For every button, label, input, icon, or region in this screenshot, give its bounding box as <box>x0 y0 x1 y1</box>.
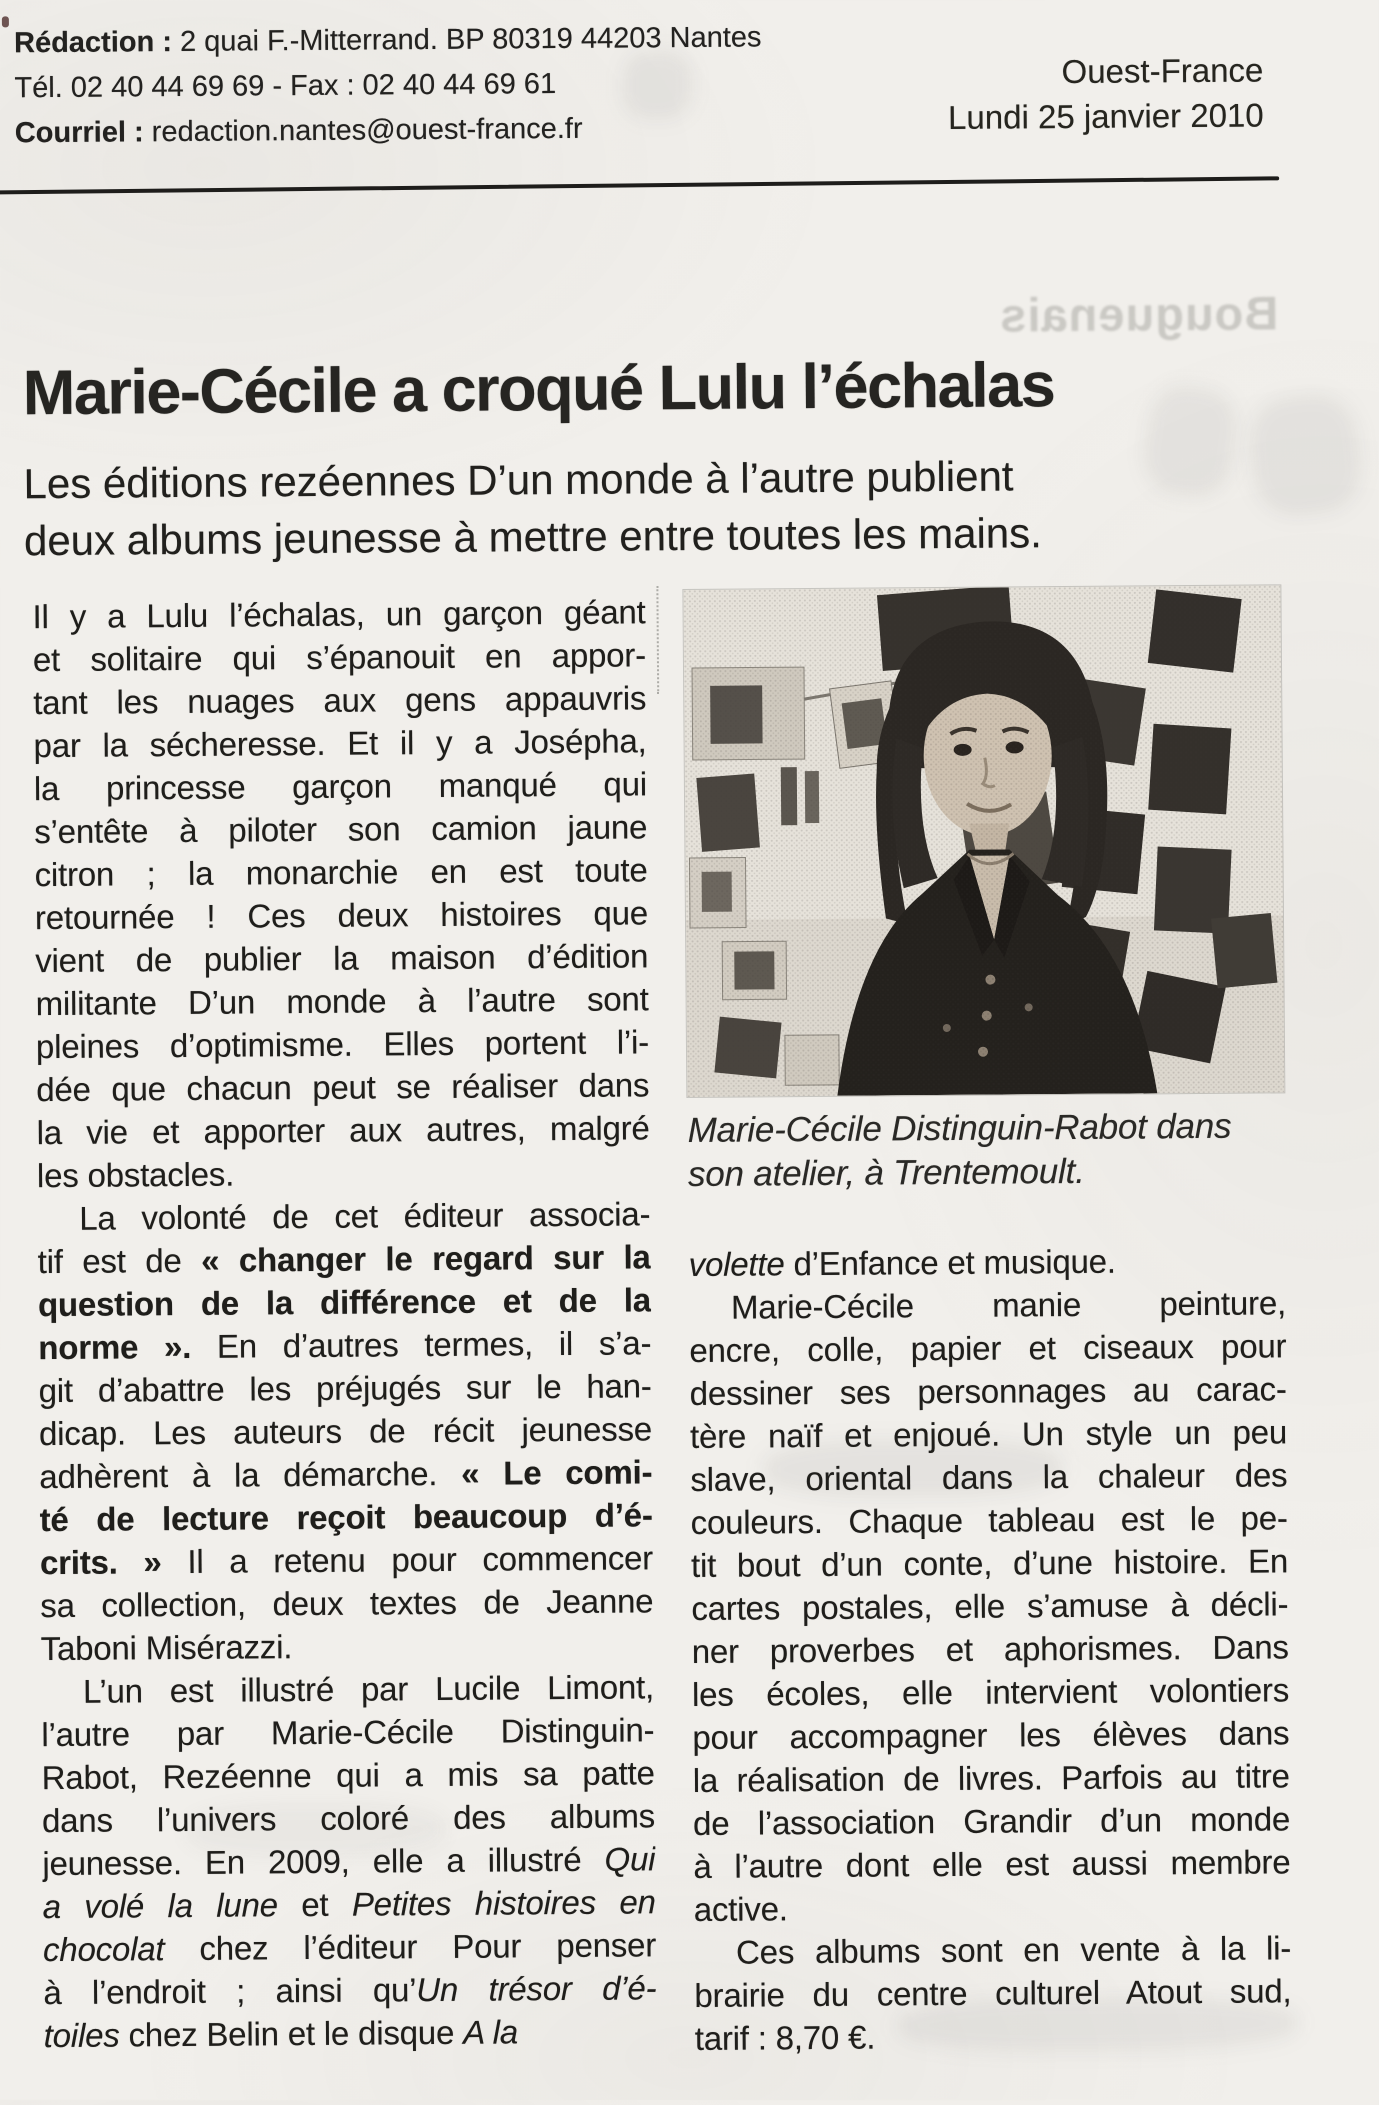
text-line <box>42 1794 655 1842</box>
text-segment: active. <box>693 1890 788 1928</box>
newspaper-name: Ouest-France <box>1061 51 1264 91</box>
text-segment: cartes postales, elle s’amuse à décli- <box>691 1585 1289 1628</box>
text-segment: Ces albums sont en vente à la li- <box>735 1929 1292 1971</box>
text-line <box>34 848 647 896</box>
text-segment: à l’autre dont elle est aussi membre <box>693 1843 1291 1885</box>
text-segment: dessiner ses personnages au carac- <box>689 1370 1287 1413</box>
text-line <box>691 1496 1288 1544</box>
text-line <box>37 1149 650 1197</box>
text-line <box>692 1668 1289 1716</box>
text-line <box>37 1235 650 1283</box>
text-segment: slave, oriental dans la chaleur des <box>690 1456 1288 1499</box>
article-column-right <box>683 585 1292 2060</box>
text-line <box>690 1410 1287 1458</box>
text-segment: toiles <box>43 2016 120 2055</box>
text-segment: té de lecture reçoit beaucoup d’é- <box>39 1496 653 1539</box>
text-segment: Rabot, Rezéenne qui a mis sa patte <box>41 1754 655 1797</box>
text-segment: norme ». <box>38 1327 192 1367</box>
artist-photo <box>683 585 1284 1097</box>
text-segment: couleurs. Chaque tableau est le pe- <box>690 1499 1288 1542</box>
photo-caption <box>687 1104 1285 1197</box>
article-column-right-text <box>689 1238 1292 2060</box>
photo-credit-marks <box>656 586 659 694</box>
text-line <box>42 1837 655 1885</box>
edition-date: Lundi 25 janvier 2010 <box>947 96 1264 136</box>
edition-block <box>948 47 1264 139</box>
standfirst-line1: Les éditions rezéennes D’un monde à l’autre publient <box>23 452 1014 508</box>
text-line <box>43 1923 656 1971</box>
text-segment: militante D’un monde à l’autre sont <box>35 980 649 1023</box>
text-line <box>694 1926 1291 1974</box>
text-segment: ner proverbes et aphorismes. Dans <box>691 1628 1289 1671</box>
text-segment: chocolat <box>42 1930 165 1969</box>
text-line <box>43 1966 656 2014</box>
text-segment: Il y a Lulu l’échalas, un garçon géant <box>32 593 646 636</box>
email-line <box>15 105 763 156</box>
text-line <box>43 1880 656 1928</box>
text-segment: jeunesse. En 2009, elle a illustré <box>42 1840 605 1883</box>
text-line <box>690 1453 1287 1501</box>
text-line <box>692 1625 1289 1673</box>
text-line <box>39 1450 652 1498</box>
text-line <box>33 633 646 681</box>
article-column-left <box>32 590 656 2057</box>
text-segment: sa collection, deux textes de Jeanne <box>40 1582 654 1625</box>
text-segment: Petites histoires en <box>351 1883 656 1923</box>
text-segment: a volé la lune <box>42 1886 279 1926</box>
text-line <box>694 1969 1291 2017</box>
text-segment: A la <box>462 2013 519 2051</box>
bleed-through-section-word: Bouguenais <box>999 286 1279 342</box>
text-segment: tant les nuages aux gens appauvris <box>33 679 647 722</box>
text-segment: « Le comi- <box>461 1453 653 1492</box>
courriel-label: Courriel : <box>14 116 144 150</box>
text-segment: vient de publier la maison d’édition <box>35 937 649 980</box>
text-segment: crits. » <box>39 1543 162 1582</box>
text-line <box>693 1840 1290 1888</box>
text-line <box>41 1622 654 1670</box>
text-line <box>37 1192 650 1240</box>
text-line <box>39 1407 652 1455</box>
text-line <box>695 2012 1292 2060</box>
text-line <box>39 1493 652 1541</box>
text-segment: encre, colle, papier et ciseaux pour <box>689 1327 1287 1370</box>
redaction-label: Rédaction : <box>13 26 173 60</box>
text-segment: Marie-Cécile manie peinture, <box>730 1284 1287 1326</box>
text-segment: la réalisation de livres. Parfois au titre <box>692 1757 1290 1799</box>
text-segment: la princesse garçon manqué qui <box>33 765 648 808</box>
text-segment: les obstacles. <box>36 1155 235 1195</box>
text-segment: Il a retenu pour commencer <box>161 1539 654 1581</box>
text-segment: pour accompagner les élèves dans <box>692 1714 1290 1756</box>
photo-caption-line1: Marie-Cécile Distinguin-Rabot dans <box>687 1106 1232 1151</box>
scan-ink-fleck <box>2 16 9 27</box>
text-segment: question de la différence et de la <box>37 1281 652 1324</box>
text-line <box>689 1281 1286 1329</box>
header-rule <box>0 176 1279 194</box>
text-line <box>36 1020 649 1068</box>
text-segment: dicap. Les auteurs de récit jeunesse <box>38 1410 653 1453</box>
article-headline: Marie-Cécile a croqué Lulu l’échalas <box>22 350 1055 429</box>
text-segment: Qui <box>604 1840 656 1878</box>
text-segment: dans l’univers coloré des albums <box>41 1797 656 1840</box>
text-line <box>691 1539 1288 1587</box>
column-spacer <box>688 1192 1285 1243</box>
text-segment: et solitaire qui s’épanouit en appor- <box>32 636 647 679</box>
text-segment: les écoles, elle intervient volontiers <box>691 1671 1290 1713</box>
text-segment: et <box>277 1885 353 1924</box>
text-segment: chez Belin et le disque <box>119 2013 464 2054</box>
text-segment: d’Enfance et musique. <box>784 1242 1116 1283</box>
redaction-line <box>14 15 762 66</box>
text-line <box>38 1364 651 1412</box>
text-segment: citron ; la monarchie en est toute <box>34 851 648 894</box>
text-line <box>40 1579 653 1627</box>
text-line <box>35 891 648 939</box>
text-segment: tère naïf et enjoué. Un style un peu <box>689 1413 1288 1456</box>
text-segment: dée que chacun peut se réaliser dans <box>36 1066 650 1109</box>
text-segment: tarif : 8,70 €. <box>694 2018 876 2057</box>
text-line <box>690 1367 1287 1415</box>
text-line <box>38 1278 651 1326</box>
text-segment: tif est de <box>37 1241 202 1281</box>
text-line <box>692 1711 1289 1759</box>
text-segment: La volonté de cet éditeur associa- <box>79 1195 651 1237</box>
text-segment: s’entête à piloter son camion jaune <box>34 808 648 851</box>
bleed-through-artifact <box>1244 389 1367 521</box>
text-segment: « changer le regard sur la <box>201 1238 651 1279</box>
text-segment: tit bout d’un conte, d’une histoire. En <box>690 1542 1289 1585</box>
text-segment: git d’abattre les préjugés sur le han- <box>38 1367 652 1410</box>
text-line <box>38 1321 651 1369</box>
phone-fax-line: Tél. 02 40 44 69 69 - Fax : 02 40 44 69 61 <box>14 68 557 105</box>
text-line <box>693 1754 1290 1802</box>
text-line <box>689 1324 1286 1372</box>
article-standfirst <box>23 447 1104 569</box>
text-line <box>44 2009 657 2057</box>
text-segment: à l’endroit ; ainsi qu’ <box>43 1971 417 2012</box>
text-line <box>42 1751 655 1799</box>
text-line <box>40 1536 653 1584</box>
text-line <box>34 805 647 853</box>
text-segment: Taboni Misérazzi. <box>40 1628 293 1668</box>
text-segment: l’autre par Marie-Cécile Distinguin- <box>41 1711 655 1754</box>
text-segment: L’un est illustré par Lucile Limont, <box>82 1668 655 1710</box>
text-line <box>693 1797 1290 1845</box>
text-segment: brairie du centre culturel Atout sud, <box>694 1972 1292 2014</box>
text-segment: adhèrent à la démarche. <box>39 1454 462 1496</box>
text-line <box>694 1883 1291 1931</box>
text-line <box>35 977 648 1025</box>
text-line <box>41 1665 654 1713</box>
text-line <box>689 1238 1286 1286</box>
text-segment: volette <box>688 1245 785 1284</box>
text-segment: de l’association Grandir d’un monde <box>692 1800 1291 1842</box>
text-segment: En d’autres termes, il s’a- <box>190 1324 652 1365</box>
contact-block <box>14 15 762 156</box>
text-line <box>691 1582 1288 1630</box>
text-segment: la vie et apporter aux autres, malgré <box>36 1109 650 1152</box>
text-segment: Un trésor d’é- <box>416 1969 657 2009</box>
text-segment: retournée ! Ces deux histoires que <box>34 894 649 937</box>
text-line <box>33 719 646 767</box>
standfirst-line2: deux albums jeunesse à mettre entre toutes les mains. <box>23 509 1043 565</box>
text-line <box>36 1063 649 1111</box>
text-line <box>32 590 645 638</box>
photo-caption-line2: son atelier, à Trentemoult. <box>687 1151 1085 1195</box>
text-line <box>41 1708 654 1756</box>
text-line <box>34 762 647 810</box>
text-line <box>36 1106 649 1154</box>
text-segment: chez l’éditeur Pour penser <box>164 1926 657 1968</box>
redaction-address: 2 quai F.-Mitterrand. BP 80319 44203 Nantes <box>171 21 762 59</box>
text-line <box>35 934 648 982</box>
artist-photo-image <box>683 585 1284 1097</box>
text-segment: par la sécheresse. Et il y a Josépha, <box>33 722 647 765</box>
text-line <box>33 676 646 724</box>
courriel-address: redaction.nantes@ouest-france.fr <box>143 112 583 149</box>
text-segment: pleines d’optimisme. Elles portent l’i- <box>35 1023 650 1066</box>
